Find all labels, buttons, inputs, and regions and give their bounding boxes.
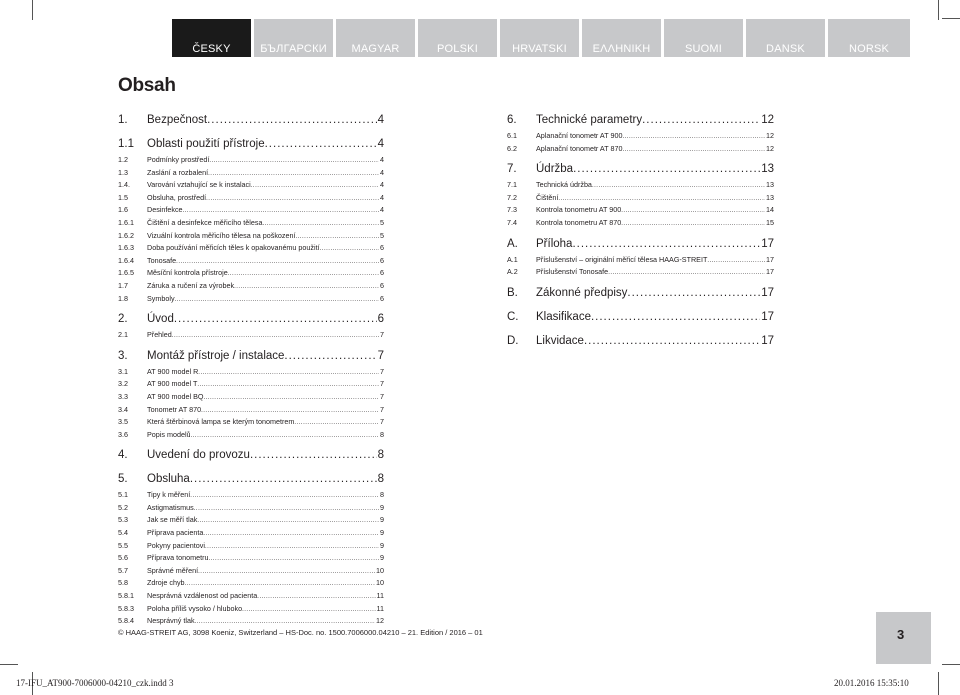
toc-entry-num: C.: [507, 310, 519, 323]
toc-leader-dots: [174, 310, 377, 329]
toc-leader-dots: [250, 446, 377, 465]
toc-entry-page: 11: [376, 603, 384, 613]
toc-entry-title: Oblasti použití přístroje: [147, 138, 265, 150]
toc-entry-page: 4: [380, 180, 384, 190]
crop-mark-left-bottom: [0, 664, 18, 665]
toc-entry-title: Jak se měří tlak: [147, 515, 198, 525]
toc-leader-dots: [294, 417, 379, 429]
toc-entry: [118, 429, 384, 442]
toc-entry-page: 13: [766, 192, 774, 202]
toc-entry-page: 9: [380, 540, 384, 550]
toc-entry-num: 3.2: [118, 379, 128, 389]
toc-entry-title: Montáž přístroje / instalace: [147, 349, 285, 362]
toc-entry-num: 1.6: [118, 205, 128, 215]
toc-entry: [507, 111, 774, 130]
toc-leader-dots: [176, 256, 379, 268]
toc-entry-page: 4: [377, 138, 384, 150]
toc-entry-title: Měsíční kontrola přístroje: [147, 268, 228, 278]
toc-entry-num: 7.: [507, 163, 517, 176]
toc-left-column: [118, 111, 384, 628]
toc-leader-dots: [251, 180, 379, 192]
toc-entry: [507, 235, 774, 254]
toc-entry-page: 17: [761, 310, 774, 323]
page-title: Obsah: [118, 75, 176, 96]
toc-entry: [118, 603, 384, 616]
toc-entry: [118, 111, 384, 130]
toc-entry: [507, 284, 774, 303]
language-tabs: [172, 19, 910, 57]
toc-entry-num: 1.6.1: [118, 217, 134, 227]
toc-entry-page: 10: [376, 578, 384, 588]
toc-entry-page: 6: [380, 280, 384, 290]
toc-entry: [118, 416, 384, 429]
toc-entry-num: 1.6.3: [118, 243, 134, 253]
print-slug-date: 20.01.2016 15:35:10: [834, 678, 909, 688]
toc-entry-title: Záruka a ručení za výrobek: [147, 280, 235, 290]
toc-leader-dots: [209, 155, 379, 167]
toc-entry: [118, 552, 384, 565]
toc-entry-title: Tipy k měření: [147, 490, 191, 500]
toc-leader-dots: [190, 470, 377, 489]
toc-entry: [118, 366, 384, 379]
toc-entry: [507, 179, 774, 192]
toc-leader-dots: [558, 193, 765, 205]
toc-entry-title: Zdroje chyb: [147, 578, 185, 588]
toc-leader-dots: [257, 591, 375, 603]
toc-leader-dots: [707, 255, 765, 267]
toc-entry-page: 9: [380, 553, 384, 563]
toc-entry-num: 5.3: [118, 515, 128, 525]
toc-entry-title: Poloha příliš vysoko / hluboko: [147, 603, 243, 613]
toc-entry-page: 7: [380, 417, 384, 427]
toc-entry-num: 3.1: [118, 366, 128, 376]
toc-entry-title: Vizuální kontrola měřicího tělesa na poškození: [147, 230, 296, 240]
toc-entry-num: 3.4: [118, 404, 128, 414]
toc-entry-page: 7: [380, 330, 384, 340]
toc-entry-page: 8: [377, 473, 384, 486]
toc-entry-title: Desinfekce: [147, 205, 183, 215]
toc-entry-title: Údržba: [536, 163, 574, 176]
toc-leader-dots: [209, 553, 379, 565]
toc-entry-title: Příslušenství Tonosafe: [536, 267, 609, 277]
toc-entry-num: 6.: [507, 114, 517, 126]
toc-entry-title: Příprava pacienta: [147, 528, 204, 538]
toc-entry-page: 12: [761, 114, 774, 126]
toc-entry-title: Přehled: [147, 330, 172, 340]
crop-mark-right-bottom: [942, 664, 960, 665]
toc-leader-dots: [175, 294, 379, 306]
toc-entry: [118, 267, 384, 280]
toc-entry-num: 1.4.: [118, 180, 130, 190]
toc-entry-page: 6: [380, 293, 384, 303]
toc-entry: [118, 167, 384, 180]
toc-entry-title: Nesprávná vzdálenost od pacienta: [147, 591, 258, 601]
toc-entry: [507, 204, 774, 217]
toc-entry-num: 1.6.2: [118, 230, 134, 240]
toc-entry: [118, 135, 384, 154]
toc-entry-title: Uvedení do provozu: [147, 449, 250, 462]
toc-entry-num: 5.8.3: [118, 603, 134, 613]
toc-entry-title: Doba používání měřicích těles k opakovanému použití: [147, 243, 320, 253]
toc-leader-dots: [228, 268, 379, 280]
toc-leader-dots: [627, 284, 760, 303]
toc-entry-title: Která štěrbinová lampa se kterým tonometrem: [147, 417, 295, 427]
toc-leader-dots: [573, 160, 760, 179]
tab-language-1: ČESKY: [172, 19, 251, 57]
toc-right-column: [507, 111, 774, 351]
toc-entry-num: 3.6: [118, 429, 128, 439]
toc-entry-title: Aplanační tonometr AT 900: [536, 131, 623, 140]
toc-entry: [118, 179, 384, 192]
toc-entry-title: Varování vztahující se k instalaci: [147, 180, 251, 190]
toc-entry-num: 7.4: [507, 217, 517, 227]
toc-entry-num: D.: [507, 334, 519, 347]
toc-entry-page: 8: [377, 449, 384, 462]
toc-leader-dots: [621, 218, 765, 230]
toc-entry-page: 9: [380, 515, 384, 525]
toc-entry-page: 10: [376, 565, 384, 575]
toc-entry-title: Příslušenství – originální měřicí tělesa HAAG-STREIT: [536, 254, 708, 264]
toc-entry-title: Správné měření: [147, 565, 199, 575]
toc-entry-title: Obsluha, prostředí: [147, 192, 207, 202]
toc-entry-num: 5.8: [118, 578, 128, 588]
toc-leader-dots: [205, 541, 379, 553]
toc-entry-title: Příprava tonometru: [147, 553, 209, 563]
toc-entry: [507, 160, 774, 179]
toc-entry-page: 15: [766, 217, 774, 227]
toc-leader-dots: [265, 135, 377, 154]
toc-entry-num: A.1: [507, 254, 518, 264]
toc-entry: [118, 255, 384, 268]
toc-entry: [507, 332, 774, 351]
toc-entry-page: 12: [376, 616, 384, 626]
toc-leader-dots: [208, 168, 379, 180]
toc-entry-page: 13: [766, 180, 774, 190]
toc-entry-page: 6: [377, 313, 384, 326]
toc-entry-title: Nesprávný tlak: [147, 616, 195, 626]
toc-entry: [118, 204, 384, 217]
toc-leader-dots: [622, 144, 765, 156]
toc-leader-dots: [284, 347, 376, 366]
toc-entry-title: Kontrola tonometru AT 870: [536, 217, 622, 227]
tab-language-6: ΕΛΛΗΝΙΚΗ: [582, 19, 661, 57]
toc-entry: [118, 577, 384, 590]
toc-entry: [507, 308, 774, 327]
toc-entry-title: AT 900 model BQ: [147, 391, 204, 401]
toc-entry: [507, 143, 774, 156]
toc-entry-num: 3.5: [118, 417, 128, 427]
tab-language-5: HRVATSKI: [500, 19, 579, 57]
toc-entry-title: Bezpečnost: [147, 114, 208, 126]
toc-entry-title: AT 900 model R: [147, 366, 199, 376]
crop-mark-top-right: [938, 0, 939, 20]
toc-entry-title: Pokyny pacientovi: [147, 540, 205, 550]
toc-entry-num: 1.: [118, 114, 128, 126]
toc-entry: [507, 217, 774, 230]
toc-entry-page: 7: [380, 366, 384, 376]
toc-leader-dots: [197, 379, 379, 391]
toc-entry-page: 17: [766, 254, 774, 264]
toc-entry-num: 2.: [118, 313, 128, 326]
toc-entry: [118, 293, 384, 306]
toc-leader-dots: [201, 405, 379, 417]
toc-leader-dots: [242, 604, 375, 616]
toc-entry: [118, 391, 384, 404]
print-slug-file: 17-IFU_AT900-7006000-04210_czk.indd 3: [16, 678, 174, 688]
toc-leader-dots: [296, 231, 380, 243]
toc-entry-num: 7.3: [507, 205, 517, 215]
crop-mark-top-left: [32, 0, 33, 20]
toc-entry-num: 5.: [118, 473, 128, 486]
toc-entry-title: AT 900 model T: [147, 379, 198, 389]
toc-leader-dots: [608, 267, 765, 279]
toc-entry: [118, 280, 384, 293]
toc-entry: [507, 254, 774, 267]
toc-leader-dots: [198, 566, 375, 578]
toc-entry-page: 8: [380, 490, 384, 500]
toc-leader-dots: [320, 243, 379, 255]
toc-entry-num: 1.2: [118, 155, 128, 164]
toc-entry-num: 2.1: [118, 330, 128, 340]
tab-language-3: MAGYAR: [336, 19, 415, 57]
toc-entry: [118, 329, 384, 342]
toc-entry-page: 6: [380, 268, 384, 278]
toc-entry-page: 11: [376, 591, 384, 601]
toc-entry-page: 7: [377, 349, 384, 362]
toc-entry-page: 7: [380, 404, 384, 414]
toc-leader-dots: [203, 392, 379, 404]
toc-entry-num: 5.2: [118, 502, 128, 512]
toc-entry-num: 4.: [118, 449, 128, 462]
toc-entry-num: 5.4: [118, 528, 128, 538]
toc-entry: [118, 242, 384, 255]
toc-entry-page: 5: [380, 230, 384, 240]
tab-language-9: NORSK: [828, 19, 910, 57]
toc-entry-num: 5.5: [118, 540, 128, 550]
toc-entry-page: 14: [766, 205, 774, 215]
toc-entry-page: 7: [380, 391, 384, 401]
toc-leader-dots: [197, 515, 379, 527]
toc-entry-num: 1.6.4: [118, 255, 134, 265]
toc-entry: [118, 527, 384, 540]
toc-entry: [118, 470, 384, 489]
toc-entry-num: B.: [507, 286, 518, 299]
toc-entry-title: Likvidace: [536, 334, 584, 347]
toc-leader-dots: [207, 111, 376, 130]
toc-leader-dots: [203, 528, 379, 540]
toc-entry-num: 1.1: [118, 138, 134, 150]
toc-entry-page: 12: [766, 143, 774, 153]
toc-entry-page: 6: [380, 243, 384, 253]
toc-entry: [118, 378, 384, 391]
toc-entry-title: Podmínky prostředí: [147, 155, 210, 164]
toc-entry-title: Čištění: [536, 192, 559, 202]
toc-entry: [507, 266, 774, 279]
toc-entry-num: 1.3: [118, 167, 128, 177]
toc-leader-dots: [572, 235, 760, 254]
toc-entry-num: 5.7: [118, 565, 128, 575]
toc-entry-page: 4: [377, 114, 384, 126]
toc-leader-dots: [621, 205, 765, 217]
toc-entry-num: 5.1: [118, 490, 128, 500]
toc-leader-dots: [591, 308, 760, 327]
tab-language-8: DANSK: [746, 19, 825, 57]
toc-entry: [118, 565, 384, 578]
toc-entry-title: Příloha: [536, 237, 573, 250]
toc-entry: [118, 347, 384, 366]
toc-entry-title: Popis modelů: [147, 429, 191, 439]
toc-entry-page: 9: [380, 528, 384, 538]
toc-entry-num: 6.2: [507, 143, 517, 153]
toc-entry-num: A.2: [507, 267, 518, 277]
toc-entry-num: 1.8: [118, 293, 128, 303]
toc-entry-title: Klasifikace: [536, 310, 591, 323]
toc-entry-title: Zákonné předpisy: [536, 286, 628, 299]
toc-entry-page: 17: [761, 237, 774, 250]
toc-entry-num: 3.3: [118, 391, 128, 401]
tab-language-4: POLSKI: [418, 19, 497, 57]
toc-entry-page: 8: [380, 429, 384, 439]
toc-leader-dots: [642, 111, 760, 130]
toc-entry-num: 1.6.5: [118, 268, 134, 278]
toc-entry-title: Tonosafe: [147, 255, 177, 265]
page-number: 3: [897, 627, 905, 642]
toc-entry-title: Symboly: [147, 293, 175, 303]
toc-entry-num: A.: [507, 237, 518, 250]
toc-entry: [507, 192, 774, 205]
toc-entry-num: 1.7: [118, 280, 128, 290]
toc-leader-dots: [191, 430, 379, 442]
toc-entry-page: 17: [766, 267, 774, 277]
toc-entry-title: Technická údržba: [536, 180, 592, 190]
toc-leader-dots: [190, 490, 379, 502]
toc-leader-dots: [194, 503, 379, 515]
toc-entry-page: 7: [380, 379, 384, 389]
toc-entry-num: 6.1: [507, 131, 517, 140]
toc-entry-num: 1.5: [118, 192, 128, 202]
toc-leader-dots: [262, 218, 379, 230]
toc-entry: [118, 502, 384, 515]
toc-entry-title: Kontrola tonometru AT 900: [536, 205, 622, 215]
toc-entry-num: 7.1: [507, 180, 517, 190]
toc-leader-dots: [183, 205, 379, 217]
toc-leader-dots: [172, 330, 379, 342]
toc-entry-page: 4: [380, 167, 384, 177]
toc-entry-title: Technické parametry: [536, 114, 643, 126]
crop-mark-bottom-right: [938, 672, 939, 695]
toc-entry: [118, 540, 384, 553]
toc-entry-title: Obsluha: [147, 473, 190, 486]
toc-entry: [118, 217, 384, 230]
toc-entry-title: Čištění a desinfekce měřicího tělesa: [147, 217, 263, 227]
toc-entry-num: 7.2: [507, 192, 517, 202]
toc-leader-dots: [206, 193, 379, 205]
toc-leader-dots: [584, 332, 760, 351]
tab-language-2: БЪЛГАРСКИ: [254, 19, 333, 57]
toc-leader-dots: [622, 131, 765, 143]
toc-entry: [118, 514, 384, 527]
toc-entry-title: Úvod: [147, 313, 174, 326]
toc-entry-page: 17: [761, 286, 774, 299]
toc-entry-num: 5.8.1: [118, 591, 134, 601]
toc-entry-page: 5: [380, 217, 384, 227]
toc-leader-dots: [185, 578, 375, 590]
toc-entry: [118, 230, 384, 243]
toc-leader-dots: [234, 281, 379, 293]
toc-entry-title: Aplanační tonometr AT 870: [536, 143, 623, 153]
toc-entry-num: 5.6: [118, 553, 128, 563]
toc-entry: [118, 404, 384, 417]
toc-entry-page: 4: [380, 205, 384, 215]
toc-entry: [118, 446, 384, 465]
toc-entry: [118, 489, 384, 502]
toc-entry: [118, 192, 384, 205]
toc-entry-num: 3.: [118, 349, 128, 362]
toc-entry: [507, 130, 774, 143]
toc-entry-page: 17: [761, 334, 774, 347]
toc-entry: [118, 154, 384, 167]
toc-entry-page: 4: [380, 192, 384, 202]
toc-entry-page: 13: [761, 163, 774, 176]
toc-entry: [118, 310, 384, 329]
footer-copyright: © HAAG-STREIT AG, 3098 Koeniz, Switzerland – HS-Doc. no. 1500.7006000.04210 – 21. Edition / 2016 – 01: [118, 628, 483, 637]
toc-entry-title: Zaslání a rozbalení: [147, 167, 209, 177]
crop-mark-right-top: [942, 18, 960, 19]
toc-entry: [118, 615, 384, 628]
toc-entry: [118, 590, 384, 603]
toc-leader-dots: [198, 367, 379, 379]
toc-leader-dots: [195, 616, 375, 628]
tab-language-7: SUOMI: [664, 19, 743, 57]
toc-entry-title: Tonometr AT 870: [147, 404, 202, 414]
toc-entry-page: 9: [380, 502, 384, 512]
toc-entry-page: 12: [766, 131, 774, 140]
toc-entry-page: 4: [380, 155, 384, 164]
toc-entry-page: 6: [380, 255, 384, 265]
toc-leader-dots: [592, 180, 765, 192]
toc-entry-title: Astigmatismus: [147, 502, 194, 512]
toc-entry-num: 5.8.4: [118, 616, 134, 626]
